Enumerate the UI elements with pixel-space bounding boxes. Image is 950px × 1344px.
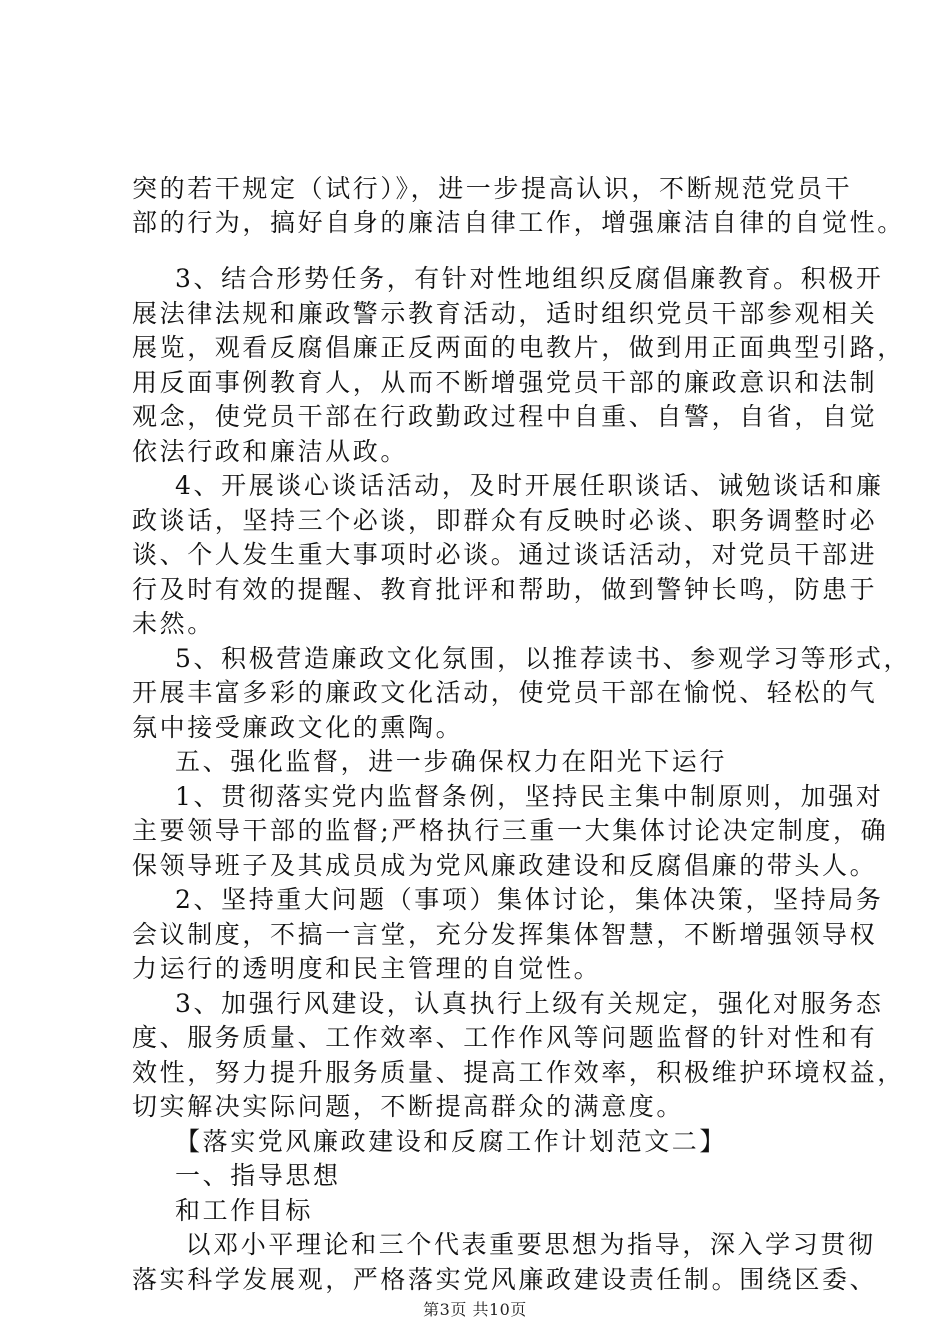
section-heading-continued: 和工作目标 <box>175 1196 314 1225</box>
text-line: 政谈话，坚持三个必谈，即群众有反映时必谈、职务调整时必 <box>132 506 878 535</box>
text-line: 未然。 <box>132 609 215 638</box>
text-line: 切实解决实际问题，不断提高群众的满意度。 <box>132 1092 685 1121</box>
text-line: 开展丰富多彩的廉政文化活动，使党员干部在愉悦、轻松的气 <box>132 678 878 707</box>
text-line: 用反面事例教育人，从而不断增强党员干部的廉政意识和法制 <box>132 368 878 397</box>
text-line: 力运行的透明度和民主管理的自觉性。 <box>132 954 602 983</box>
text-line: 观念，使党员干部在行政勤政过程中自重、自警，自省，自觉 <box>132 402 878 431</box>
paragraph-3b-line: 3、加强行风建设，认真执行上级有关规定，强化对服务态 <box>175 989 884 1018</box>
paragraph-guiding-line: 以邓小平理论和三个代表重要思想为指导，深入学习贯彻 <box>175 1230 876 1259</box>
paragraph-5-line: 5、积极营造廉政文化氛围，以推荐读书、参观学习等形式， <box>175 644 912 673</box>
text-line: 突的若干规定（试行）》，进一步提高认识，不断规范党员干 <box>132 174 853 203</box>
paragraph-1-line: 1、贯彻落实党内监督条例，坚持民主集中制原则，加强对 <box>175 782 884 811</box>
section-heading: 一、指导思想 <box>175 1161 341 1190</box>
text-line: 保领导班子及其成员成为党风廉政建设和反腐倡廉的带头人。 <box>132 851 878 880</box>
section-heading: 五、强化监督，进一步确保权力在阳光下运行 <box>175 747 728 776</box>
text-line: 依法行政和廉洁从政。 <box>132 437 409 466</box>
text-line: 行及时有效的提醒、教育批评和帮助，做到警钟长鸣，防患于 <box>132 575 878 604</box>
paragraph-2-line: 2、坚持重大问题（事项）集体讨论，集体决策，坚持局务 <box>175 885 884 914</box>
text-line: 氛中接受廉政文化的熏陶。 <box>132 713 464 742</box>
paragraph-3-line: 3、结合形势任务，有针对性地组织反腐倡廉教育。积极开 <box>175 264 884 293</box>
paragraph-4-line: 4、开展谈心谈话活动，及时开展任职谈话、诫勉谈话和廉 <box>175 471 884 500</box>
text-line: 度、服务质量、工作效率、工作作风等问题监督的针对性和有 <box>132 1023 878 1052</box>
text-line: 会议制度，不搞一言堂，充分发挥集体智慧，不断增强领导权 <box>132 920 878 949</box>
document-subtitle: 【落实党风廉政建设和反腐工作计划范文二】 <box>175 1127 728 1156</box>
text-line: 落实科学发展观，严格落实党风廉政建设责任制。围绕区委、 <box>132 1265 878 1294</box>
text-line: 谈、个人发生重大事项时必谈。通过谈话活动，对党员干部进 <box>132 540 878 569</box>
text-line: 主要领导干部的监督;严格执行三重一大集体讨论决定制度，确 <box>132 816 889 845</box>
text-line: 效性，努力提升服务质量、提高工作效率，积极维护环境权益， <box>132 1058 905 1087</box>
page-number-footer: 第3页 共10页 <box>423 1300 527 1319</box>
text-line: 展法律法规和廉政警示教育活动，适时组织党员干部参观相关 <box>132 299 878 328</box>
text-line: 展览，观看反腐倡廉正反两面的电教片，做到用正面典型引路， <box>132 333 905 362</box>
text-line: 部的行为，搞好自身的廉洁自律工作，增强廉洁自律的自觉性。 <box>132 208 905 237</box>
